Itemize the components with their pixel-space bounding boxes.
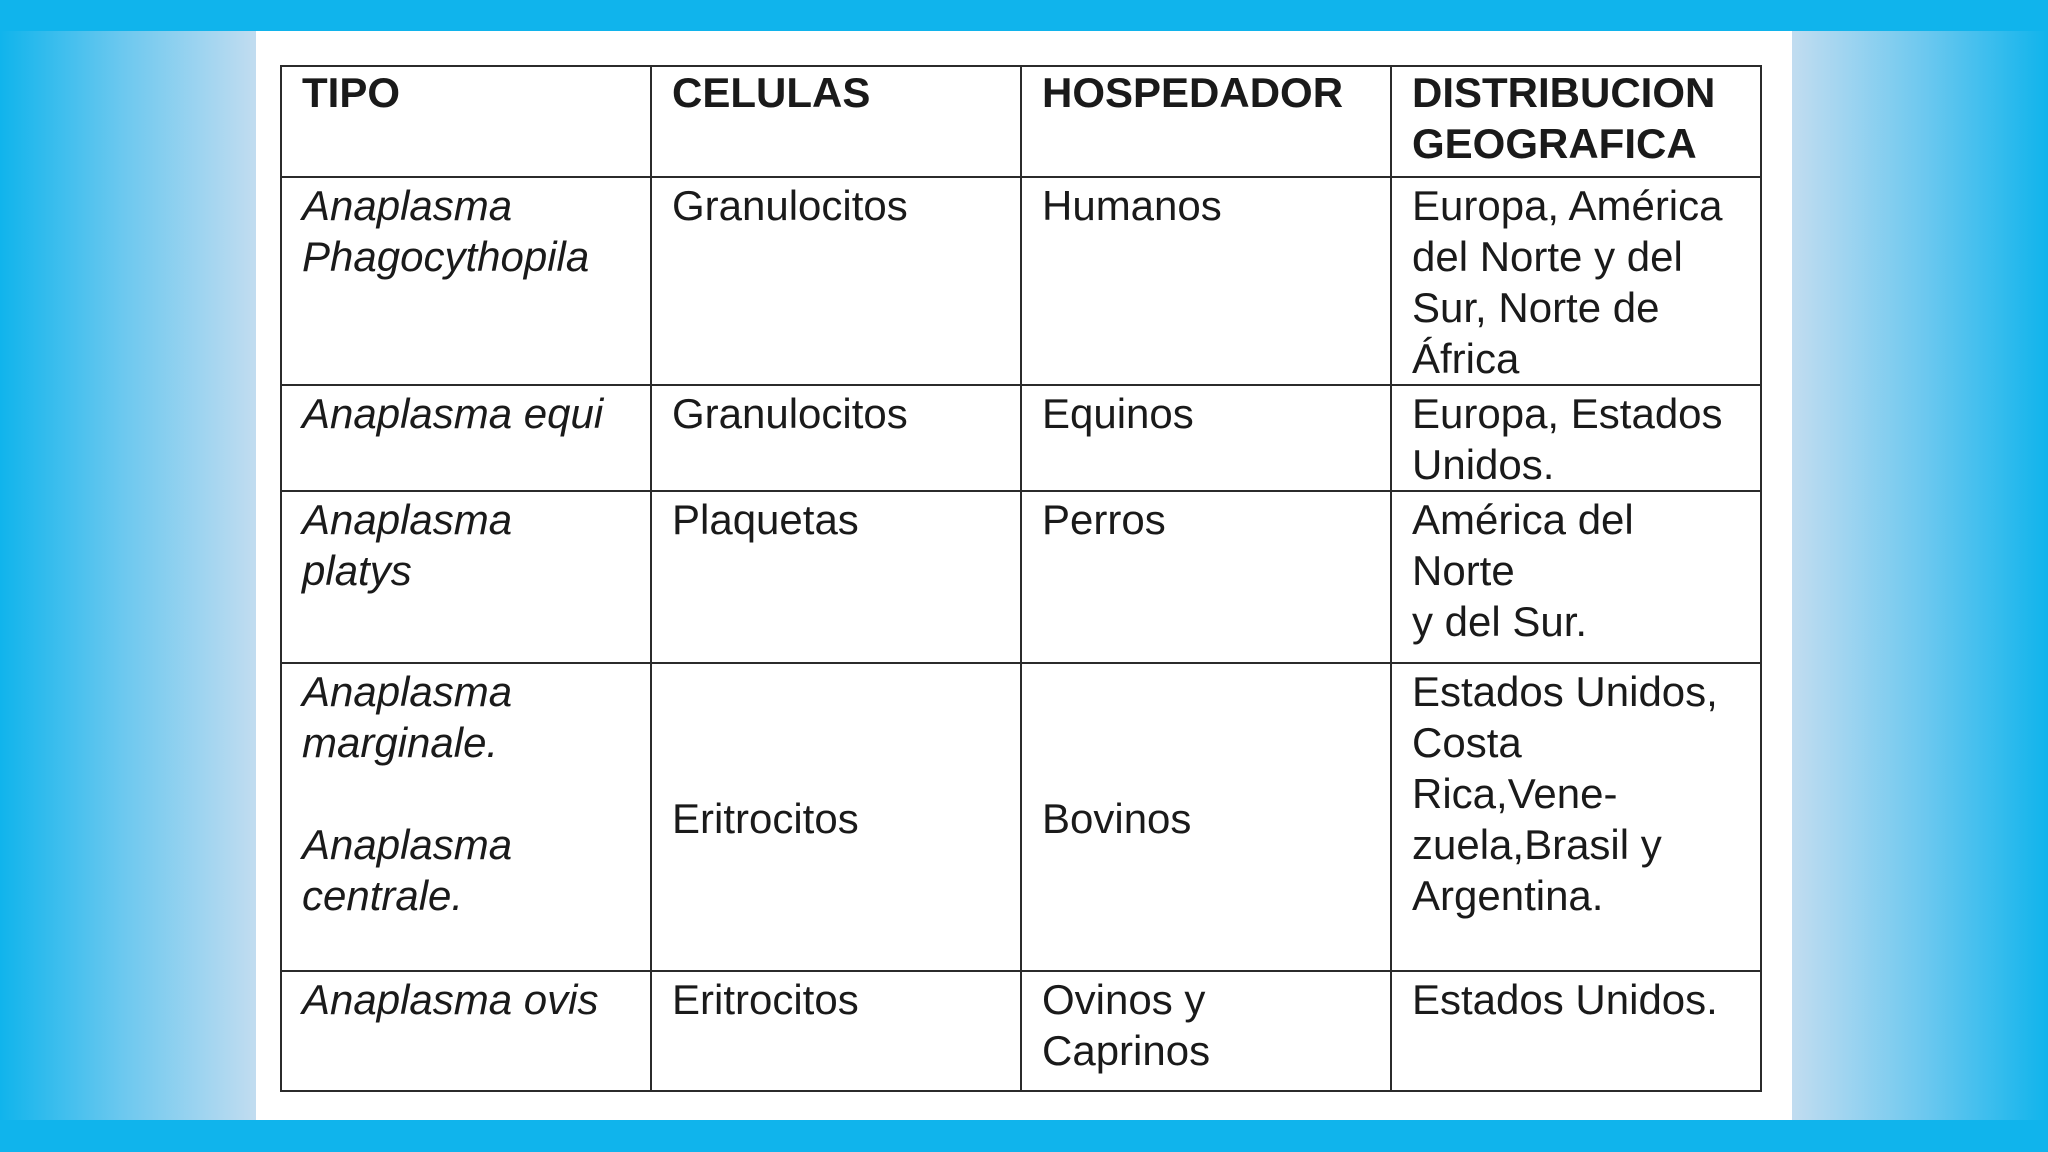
header-hospedador: HOSPEDADOR xyxy=(1021,66,1391,177)
tipo-marginale: Anaplasma marginale. xyxy=(302,668,513,766)
table-row xyxy=(281,385,1761,491)
top-band xyxy=(0,0,2048,31)
cell-tipo: Anaplasma Phagocythopila xyxy=(281,177,651,385)
cell-distribucion: Estados Unidos, Costa Rica,Vene- zuela,Brasil y Argentina. xyxy=(1391,663,1761,971)
cell-tipo: Anaplasma equi xyxy=(281,385,651,491)
cell-celulas: Eritrocitos xyxy=(651,971,1021,1091)
cell-hospedador: Equinos xyxy=(1021,385,1391,491)
header-tipo: TIPO xyxy=(281,66,651,177)
cell-hospedador: Perros xyxy=(1021,491,1391,663)
cell-hospedador: Humanos xyxy=(1021,177,1391,385)
cell-tipo xyxy=(281,663,651,971)
cell-celulas: Granulocitos xyxy=(651,177,1021,385)
slide xyxy=(256,31,1792,1120)
cell-distribucion: Europa, Estados Unidos. xyxy=(1391,385,1761,491)
cell-hospedador: Ovinos y Caprinos xyxy=(1021,971,1391,1091)
tipo-centrale: Anaplasma centrale. xyxy=(302,821,513,919)
table-row xyxy=(281,491,1761,663)
cell-distribucion: América del Norte y del Sur. xyxy=(1391,491,1761,663)
cell-distribucion: Europa, América del Norte y del Sur, Norte de África xyxy=(1391,177,1761,385)
cell-tipo: Anaplasma platys xyxy=(281,491,651,663)
bottom-band xyxy=(0,1120,2048,1152)
header-celulas: CELULAS xyxy=(651,66,1021,177)
cell-celulas: Eritrocitos xyxy=(651,663,1021,971)
table-row xyxy=(281,663,1761,971)
table-row xyxy=(281,177,1761,385)
spacer xyxy=(302,768,632,819)
cell-hospedador: Bovinos xyxy=(1021,663,1391,971)
cell-tipo: Anaplasma ovis xyxy=(281,971,651,1091)
cell-distribucion: Estados Unidos. xyxy=(1391,971,1761,1091)
header-row xyxy=(281,66,1761,177)
header-distribucion: DISTRIBUCION GEOGRAFICA xyxy=(1391,66,1761,177)
anaplasma-table xyxy=(280,65,1762,1092)
table-row xyxy=(281,971,1761,1091)
cell-celulas: Plaquetas xyxy=(651,491,1021,663)
cell-celulas: Granulocitos xyxy=(651,385,1021,491)
